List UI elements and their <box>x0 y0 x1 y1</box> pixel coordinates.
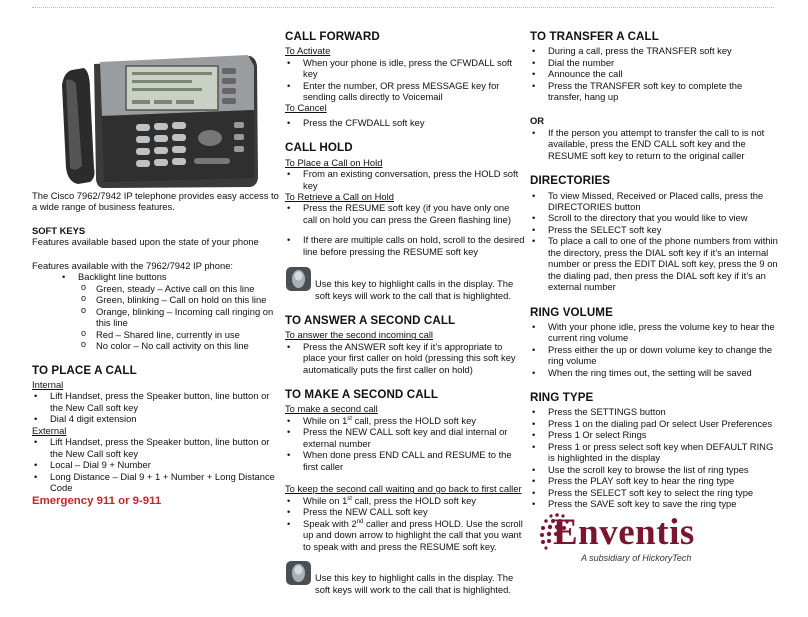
retrieve-label: To Retrieve a Call on Hold <box>285 190 394 202</box>
list-item: • When the ring times out, the setting will be saved <box>530 367 778 378</box>
list-item: o Green, blinking – Call on hold on this line <box>78 294 282 305</box>
list-item: • Press the ANSWER soft key if it’s appropriate to place your first caller on hold (pressing this soft key automatically puts the first caller on hold) <box>285 341 525 375</box>
answer-second-heading: TO ANSWER A SECOND CALL <box>285 314 456 328</box>
list-item: • Press the SELECT soft key to select the ring type <box>530 487 778 498</box>
list-item: • While on 1st call, press the HOLD soft key <box>285 495 525 506</box>
soft-keys-text: Features available based upon the state of your phone <box>32 236 259 248</box>
list-item: • When your phone is idle, press the CFWDALL soft key <box>285 57 525 80</box>
list-item: o Red – Shared line, currently in use <box>78 329 282 340</box>
list-item: • If there are multiple calls on hold, scroll to the desired line before pressing the RESUME soft key <box>285 234 525 257</box>
list-item: • Press either the up or down volume key to change the ring volume <box>530 344 778 367</box>
list-item: • When done press END CALL and RESUME to the first caller <box>285 449 525 472</box>
list-item: • Enter the number, OR press MESSAGE key for sending calls directly to Voicemail <box>285 80 525 103</box>
list-item: • If the person you attempt to transfer the call to is not available, press the END CALL soft key and the RESUME soft key to return to the original caller <box>530 127 778 161</box>
list-item: • Dial the number <box>530 57 778 68</box>
make-second-heading: TO MAKE A SECOND CALL <box>285 388 439 402</box>
scroll-note <box>285 278 525 301</box>
activate-label: To Activate <box>285 45 331 57</box>
scroll-note-text: Use this key to highlight calls in the display. The soft keys will work to the call that is highlighted. <box>315 572 514 595</box>
cancel-label: To Cancel <box>285 102 327 114</box>
list-item: • Press the NEW CALL soft key <box>285 506 525 517</box>
list-item: • Long Distance – Dial 9 + 1 + Number + Long Distance Code <box>32 471 282 494</box>
list-item: • Press the SELECT soft key <box>530 224 778 235</box>
call-forward-heading: CALL FORWARD <box>285 30 380 43</box>
phone-illustration <box>54 50 259 190</box>
scroll-note <box>285 572 525 595</box>
list-item: • Press the SAVE soft key to save the ring type <box>530 498 778 509</box>
place-hold-label: To Place a Call on Hold <box>285 156 383 168</box>
list-item: o Orange, blinking – Incoming call ringing on this line <box>78 306 282 329</box>
ring-volume-heading: RING VOLUME <box>530 305 613 319</box>
or-label: OR <box>530 115 545 127</box>
logo-tagline: A subsidiary of HickoryTech <box>581 553 692 563</box>
list-item: • Lift Handset, press the Speaker button, line button or the New Call soft key <box>32 390 282 413</box>
list-item: • Speak with 2nd caller and press HOLD. Use the scroll up and down arrow to highlight the call that you want to speak with and press the RESUME soft key. <box>285 518 525 552</box>
scroll-note-text: Use this key to highlight calls in the display. The soft keys will work to the call that is highlighted. <box>315 278 514 301</box>
intro-text: The Cisco 7962/7942 IP telephone provides easy access to a wide range of business features. <box>32 190 279 213</box>
list-item: • While on 1st call, press the HOLD soft key <box>285 415 525 426</box>
list-item: o No color – No call activity on this line <box>78 340 282 351</box>
list-item: o Green, steady – Active call on this line <box>78 283 282 294</box>
external-label: External <box>32 424 67 436</box>
logo-brand: Enventis <box>553 512 695 553</box>
list-item: • Press the SETTINGS button <box>530 406 778 417</box>
call-hold-heading: CALL HOLD <box>285 141 353 155</box>
transfer-heading: TO TRANSFER A CALL <box>530 30 659 43</box>
list-item: • From an existing conversation, press the HOLD soft key <box>285 168 525 191</box>
emergency-text: Emergency 911 or 9-911 <box>32 495 162 508</box>
internal-label: Internal <box>32 378 64 390</box>
top-divider <box>32 7 774 8</box>
list-item: • With your phone idle, press the volume key to hear the current ring volume <box>530 321 778 344</box>
enventis-logo <box>537 512 737 578</box>
scroll-key-icon <box>285 560 312 586</box>
soft-keys-heading: SOFT KEYS <box>32 224 86 236</box>
list-item: • Press the TRANSFER soft key to complete the transfer, hang up <box>530 80 778 103</box>
list-item: • Local – Dial 9 + Number <box>32 459 282 470</box>
list-item: • To place a call to one of the phone numbers from within the directory, press the DIAL soft key if it’s an internal number or press the EDIT DIAL soft key, press the 9 on the dialing pad, then press the DIAL soft key if it’s an external number <box>530 235 778 292</box>
features-intro: Features available with the 7962/7942 IP phone: <box>32 259 234 271</box>
list-item: • Lift Handset, press the Speaker button, line button or the New Call soft key <box>32 436 282 459</box>
directories-heading: DIRECTORIES <box>530 174 611 188</box>
list-item: • Announce the call <box>530 68 778 79</box>
list-item: • During a call, press the TRANSFER soft key <box>530 45 778 56</box>
list-item: • Press the NEW CALL soft key and dial internal or external number <box>285 426 525 449</box>
list-item: • To view Missed, Received or Placed calls, press the DIRECTORIES button <box>530 190 778 213</box>
answer-second-label: To answer the second incoming call <box>285 329 433 341</box>
list-item: • Press the CFWDALL soft key <box>285 117 525 128</box>
make-second-label: To make a second call <box>285 403 378 415</box>
place-call-heading: TO PLACE A CALL <box>32 363 137 377</box>
list-item: • Dial 4 digit extension <box>32 413 282 424</box>
list-item: • Press the RESUME soft key (if you have only one call on hold you can press the Green flashing line) <box>285 202 525 225</box>
ring-type-heading: RING TYPE <box>530 391 594 405</box>
features-bullet: • Backlight line buttons <box>60 271 282 282</box>
list-item: • Scroll to the directory that you would like to view <box>530 212 778 223</box>
list-item: • Press 1 on the dialing pad Or select User Preferences <box>530 418 778 429</box>
list-item: • Press 1 or press select soft key when DEFAULT RING is highlighted in the display <box>530 441 778 464</box>
scroll-key-icon <box>285 266 312 292</box>
keep-waiting-label: To keep the second call waiting and go back to first caller <box>285 483 522 495</box>
list-item: • Press 1 Or select Rings <box>530 429 778 440</box>
list-item: • Press the PLAY soft key to hear the ring type <box>530 475 778 486</box>
list-item: • Use the scroll key to browse the list of ring types <box>530 464 778 475</box>
